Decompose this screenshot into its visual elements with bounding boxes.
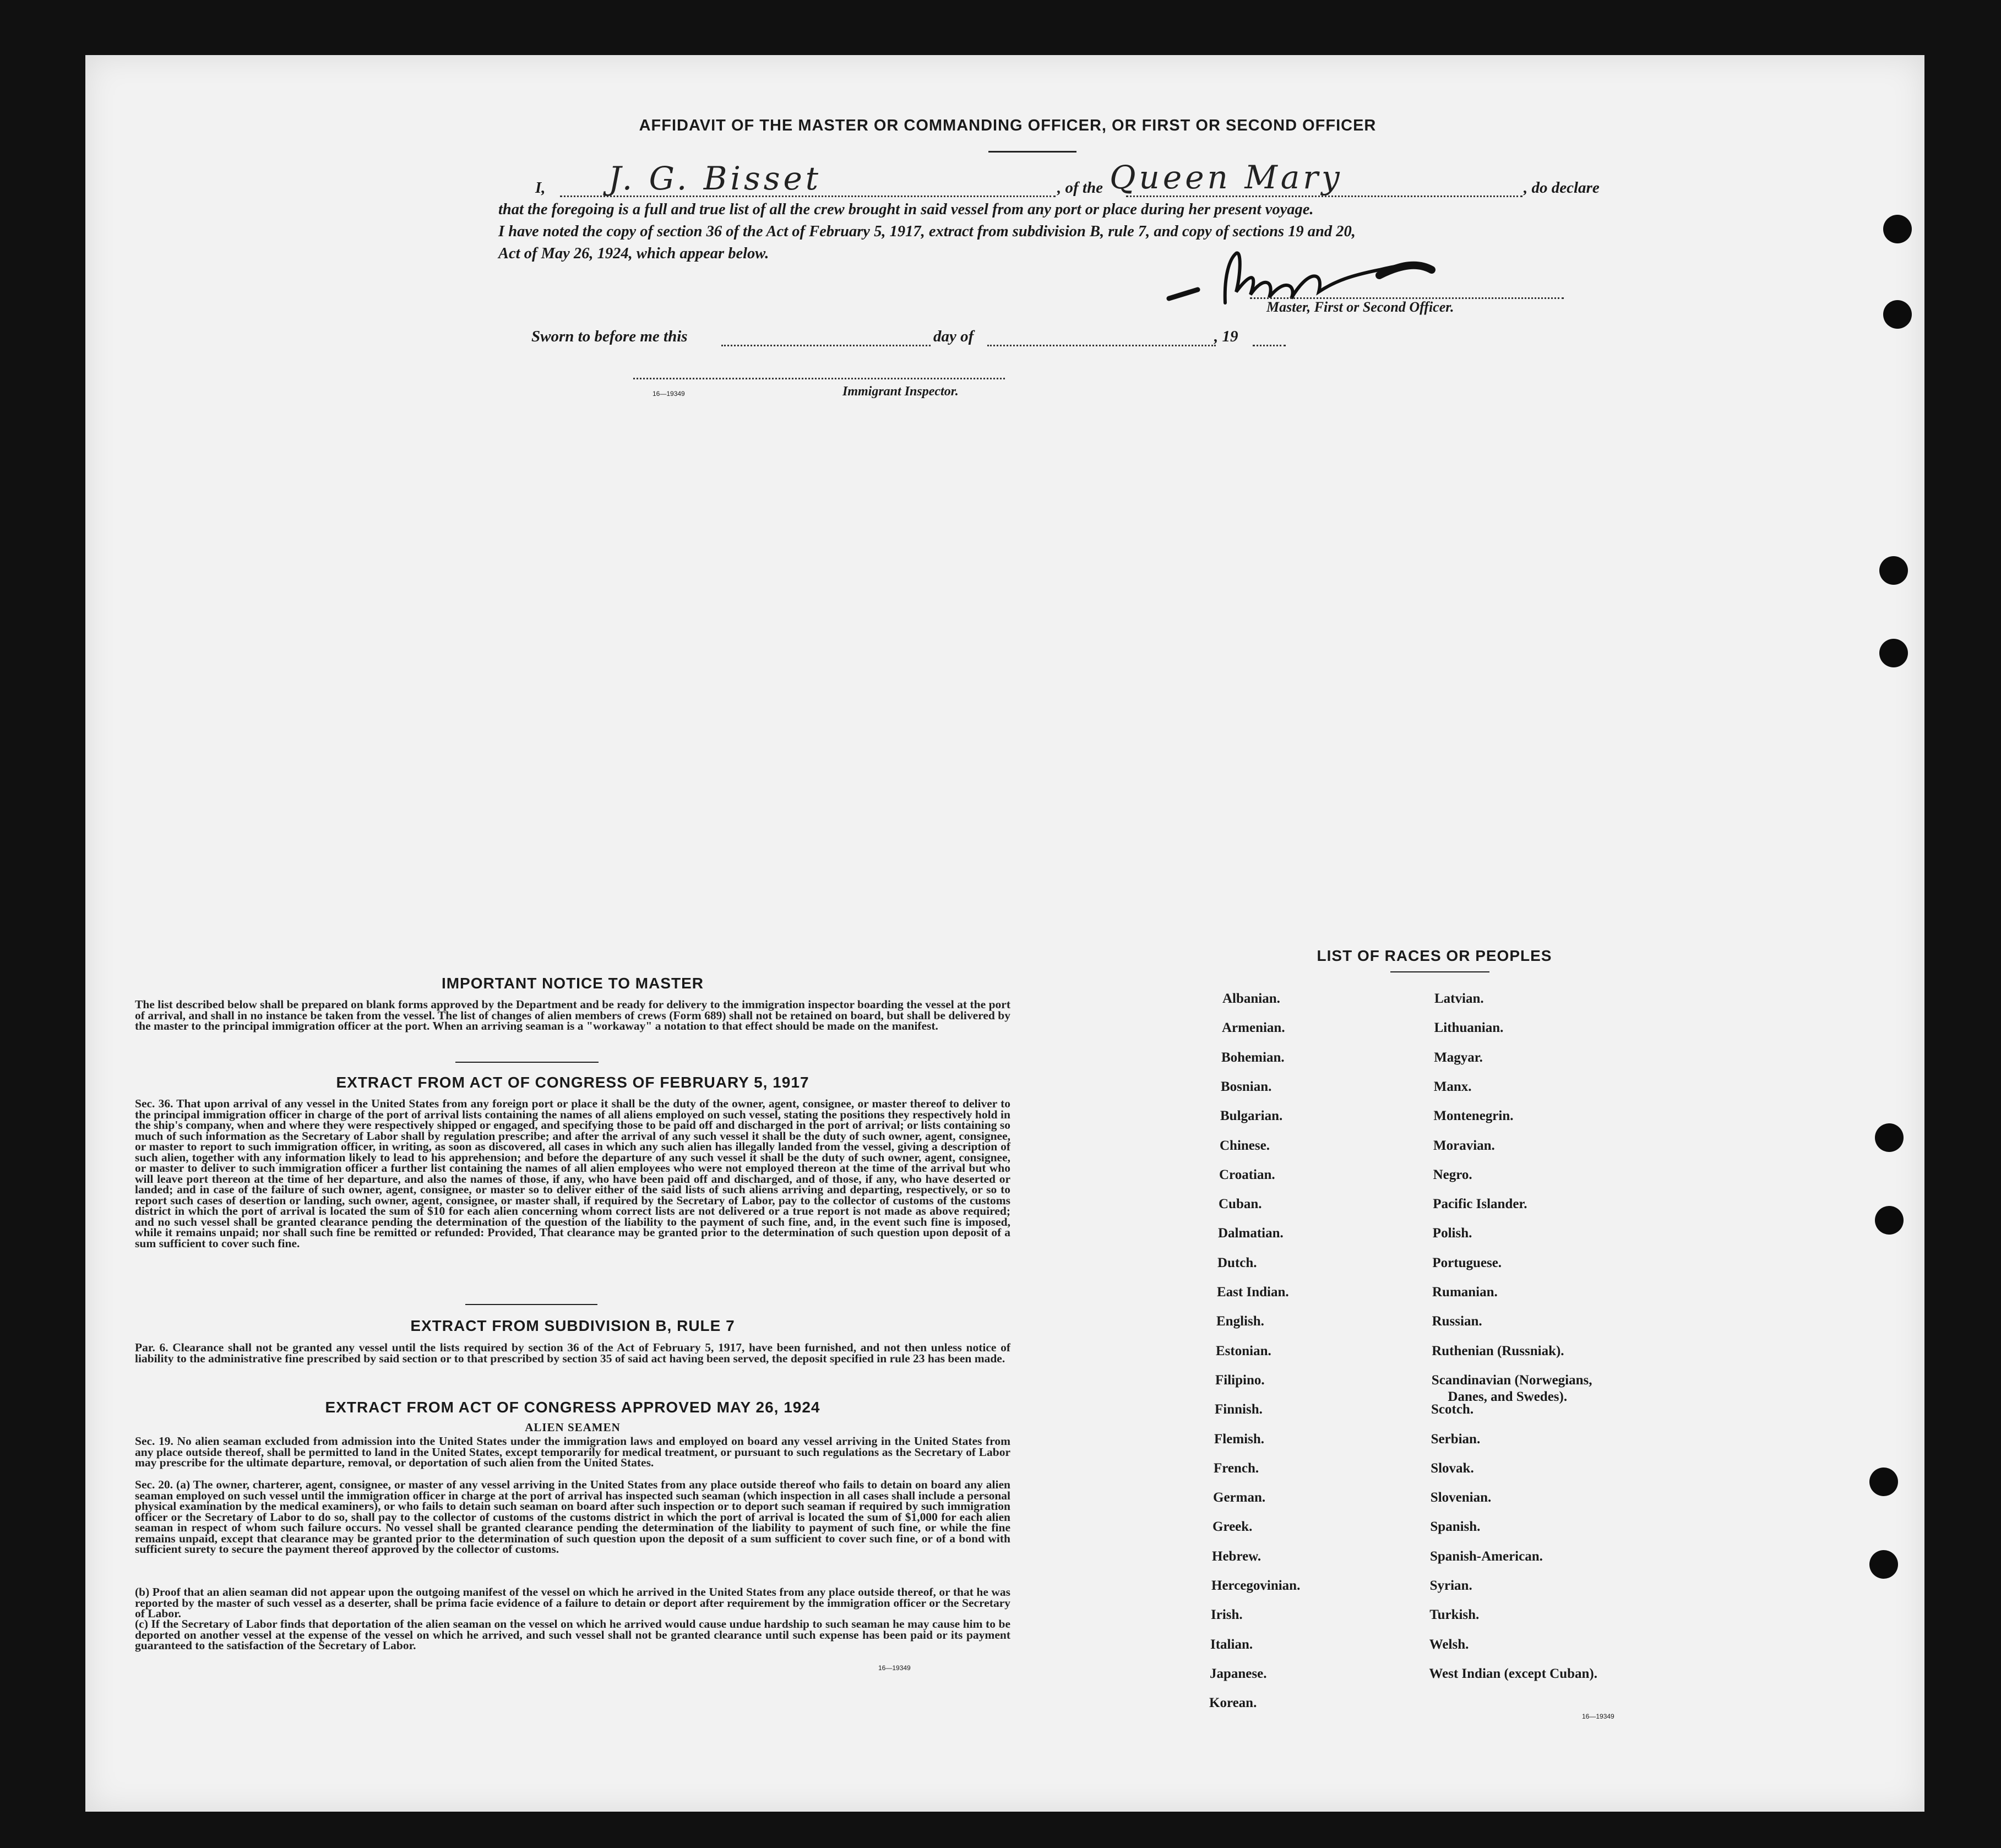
affidavit-line-3: I have noted the copy of section 36 of the Act of February 5, 1917, extract from subdivision B, rule 7, and copy of sections 19 and 20, bbox=[498, 223, 1356, 240]
race-item: French. bbox=[1214, 1460, 1259, 1476]
race-item: Scandinavian (Norwegians, bbox=[1431, 1372, 1592, 1388]
affidavit-line-4: Act of May 26, 1924, which appear below. bbox=[498, 245, 769, 262]
vessel-handwriting: Queen Mary bbox=[1110, 159, 1343, 196]
form-number-top: 16—19349 bbox=[652, 390, 685, 398]
sworn-label: Sworn to before me this bbox=[531, 328, 688, 345]
affidavit-line-2: that the foregoing is a full and true list of all the crew brought in said vessel from any port or place during her present voyage. bbox=[498, 201, 1314, 218]
race-item: Spanish-American. bbox=[1430, 1548, 1543, 1564]
inspector-dotted-line bbox=[633, 378, 1005, 379]
race-item: Korean. bbox=[1209, 1695, 1257, 1711]
extract-1917-title: EXTRACT FROM ACT OF CONGRESS OF FEBRUARY 5, 1917 bbox=[336, 1074, 809, 1091]
notice-text: The list described below shall be prepared on blank forms approved by the Department and be ready for delivery to the immigration inspector boarding the vessel at the port of arrival, and shall in no instance be taken from the vessel. The list of changes of alien members of crews (Form 689) shall not be retained on board, but shall be delivered by the master to the principal immigration officer at the port. When an arriving seaman is a "workaway" a notation to that effect should be made on the manifest. bbox=[135, 998, 1010, 1032]
punch-hole bbox=[1869, 1550, 1898, 1579]
race-item: Irish. bbox=[1211, 1607, 1243, 1623]
punch-hole bbox=[1883, 215, 1912, 243]
section-20c-text: (c) If the Secretary of Labor finds that deportation of the alien seaman on the vessel on which he arrived would cause undue hardship to such seaman he may cause him to be deported on another vessel at the expense of the vessel on which he arrived, and such vessel shall not be granted clearance until such expense has been paid or its payment guaranteed to the satisfaction of the Secretary of Labor. bbox=[135, 1617, 1010, 1652]
race-item: Magyar. bbox=[1434, 1050, 1483, 1065]
sworn-year-line bbox=[1253, 345, 1286, 346]
races-title: LIST OF RACES OR PEOPLES bbox=[1317, 947, 1552, 964]
race-item: Croatian. bbox=[1219, 1167, 1275, 1182]
notice-divider bbox=[455, 1062, 599, 1063]
race-item: Italian. bbox=[1210, 1637, 1253, 1652]
subdivision-b-text: Par. 6. Clearance shall not be granted any vessel until the lists required by section 36 of the Act of February 5, 1917, have been furnished, and not then unless notice of liability to the administrative fine prescribed by said section or to that prescribed by section 35 of said act having been served, the deposit specified in rule 23 has been made. bbox=[135, 1341, 1010, 1365]
section-20a-text: Sec. 20. (a) The owner, charterer, agent, consignee, or master of any vessel arriving in the United States from any place outside thereof who fails to detain on board any alien seaman employed on such vessel until the immigration officer in charge at the port of arrival has inspected such seaman (which inspection in all cases shall include a personal physical examination by the medical examiners), or who fails to detain such seaman on board after such inspection or to deport such seaman if required by such immigration officer or the Secretary of Labor to do so, shall pay to the collector of customs of the customs district in which the port of arrival is located the sum of $1,000 for each alien seaman in respect of whom such failure occurs. No vessel shall be granted clearance pending the determination of the liability to payment of such fine, or while the fine remains unpaid, except that clearance may be granted prior to the determination of such question upon the deposit of a sum sufficient to cover such fine, or of a bond with sufficient surety to secure the payment thereof approved by the collector of customs. bbox=[135, 1478, 1010, 1556]
race-item: Japanese. bbox=[1210, 1666, 1267, 1681]
punch-hole bbox=[1869, 1467, 1898, 1496]
race-item: West Indian (except Cuban). bbox=[1429, 1666, 1597, 1681]
race-item: Welsh. bbox=[1429, 1637, 1469, 1652]
name-handwriting: J. G. Bisset bbox=[608, 160, 822, 197]
race-item: Scotch. bbox=[1431, 1402, 1474, 1417]
race-item: Estonian. bbox=[1216, 1343, 1271, 1358]
extract-1924-subtitle: ALIEN SEAMEN bbox=[525, 1421, 621, 1434]
race-item: Turkish. bbox=[1429, 1607, 1480, 1623]
subdivision-b-title: EXTRACT FROM SUBDIVISION B, RULE 7 bbox=[410, 1317, 735, 1334]
punch-hole bbox=[1879, 639, 1908, 667]
day-of-label: day of bbox=[933, 328, 974, 345]
race-item: Ruthenian (Russniak). bbox=[1432, 1343, 1564, 1358]
affidavit-of-the: , of the bbox=[1057, 179, 1103, 197]
race-item: Pacific Islander. bbox=[1433, 1197, 1527, 1212]
races-title-underline bbox=[1390, 971, 1489, 972]
race-item: Moravian. bbox=[1433, 1138, 1495, 1153]
race-item: Latvian. bbox=[1434, 991, 1484, 1006]
form-number-left: 16—19349 bbox=[878, 1664, 911, 1672]
race-item: Spanish. bbox=[1430, 1519, 1481, 1535]
notice-title: IMPORTANT NOTICE TO MASTER bbox=[441, 975, 704, 992]
extract-1917-text: Sec. 36. That upon arrival of any vessel in the United States from any foreign port or place it shall be the duty of the owner, agent, consignee, or master thereof to deliver to the principal immigration officer in charge of the port of arrival lists containing the names of all aliens employed on such vessel, stating the positions they respectively hold in the ship's company, when and where they were respectively shipped or engaged, and specifying those to be paid off and discharged in the port of arrival; or lists containing so much of such information as the Secretary of Labor shall by regulation prescribe; and after the arrival of any such vessel it shall be the duty of such owner, agent, consignee, or master to report to such immigration officer, in writing, as soon as discovered, all cases in which any such alien has illegally landed from the vessel, giving a description of such alien, together with any information likely to lead to his apprehension; and before the departure of any such vessel it shall be the duty of such owner, agent, consignee, or master to deliver to such immigration officer a further list containing the names of all alien employees who were not employed thereon at the time of the arrival but who will leave port thereon at the time of her departure, and also the names of those, if any, who have been paid off and discharged, and of those, if any, who have deserted or landed; and in case of the failure of such owner, agent, consignee, or master so to deliver either of the said lists of such aliens arriving and departing, respectively, or so to report such cases of desertion or landing, such owner, agent, consignee, or master shall, if required by the Secretary of Labor, pay to the collector of customs of the customs district in which the port of arrival is located the sum of $10 for each alien concerning whom correct lists are not delivered or a true report is not made as above required; and no such vessel shall be granted clearance pending the determination of the question of the liability to the payment of such fine, and, in the event such fine is imposed, while it remains unpaid; nor shall such fine be remitted or refunded: Provided, That clearance may be granted prior to the determination of such question upon deposit of a sum sufficient to cover such fine. bbox=[135, 1097, 1010, 1250]
race-item: Armenian. bbox=[1222, 1020, 1285, 1036]
race-item: Slovak. bbox=[1431, 1460, 1474, 1476]
race-item: Cuban. bbox=[1219, 1197, 1262, 1212]
race-item: Hebrew. bbox=[1212, 1548, 1262, 1564]
extract-1924-title: EXTRACT FROM ACT OF CONGRESS APPROVED MAY 26, 1924 bbox=[325, 1399, 820, 1416]
signature-caption: Master, First or Second Officer. bbox=[1266, 299, 1454, 315]
section-20b-text: (b) Proof that an alien seaman did not appear upon the outgoing manifest of the vessel on which he arrived in the United States from any place outside thereof, or that he was reported by the master of such vessel as a deserter, shall be prima facie evidence of a failure to detain or deport after requirement by the immigration officer or the Secretary of Labor. bbox=[135, 1585, 1010, 1620]
race-item: Rumanian. bbox=[1432, 1285, 1498, 1300]
race-item: English. bbox=[1216, 1314, 1264, 1329]
title-underline bbox=[988, 151, 1076, 153]
inspector-caption: Immigrant Inspector. bbox=[842, 384, 959, 399]
race-item: Lithuanian. bbox=[1434, 1020, 1504, 1036]
race-item: Albanian. bbox=[1222, 991, 1280, 1006]
race-item: Bulgarian. bbox=[1220, 1108, 1283, 1124]
race-item: Slovenian. bbox=[1430, 1490, 1492, 1505]
year-prefix: , 19 bbox=[1214, 328, 1238, 345]
race-item: Syrian. bbox=[1429, 1578, 1472, 1593]
extract-1917-divider bbox=[465, 1304, 597, 1305]
race-item: Manx. bbox=[1433, 1079, 1472, 1094]
race-item: Finnish. bbox=[1215, 1402, 1263, 1417]
race-item: Flemish. bbox=[1214, 1431, 1264, 1447]
race-item: Dalmatian. bbox=[1218, 1226, 1284, 1241]
affidavit-pre-name: I, bbox=[535, 179, 546, 197]
race-item: German. bbox=[1213, 1490, 1266, 1505]
race-item: Hercegovinian. bbox=[1211, 1578, 1301, 1593]
race-item: Serbian. bbox=[1431, 1431, 1481, 1447]
affidavit-title: AFFIDAVIT OF THE MASTER OR COMMANDING OFFICER, OR FIRST OR SECOND OFFICER bbox=[639, 117, 1377, 134]
race-item: Montenegrin. bbox=[1433, 1108, 1514, 1124]
sworn-month-line bbox=[987, 345, 1216, 346]
punch-hole bbox=[1879, 556, 1908, 585]
form-number-right: 16—19349 bbox=[1582, 1713, 1614, 1720]
race-item: Polish. bbox=[1432, 1226, 1472, 1241]
race-item: Greek. bbox=[1212, 1519, 1253, 1535]
affidavit-do-declare: , do declare bbox=[1524, 179, 1600, 197]
race-item: East Indian. bbox=[1217, 1285, 1289, 1300]
race-item: Portuguese. bbox=[1432, 1255, 1502, 1270]
document-page bbox=[85, 55, 1924, 1812]
race-item: Russian. bbox=[1432, 1314, 1482, 1329]
punch-hole bbox=[1875, 1123, 1904, 1152]
race-item: Filipino. bbox=[1215, 1372, 1265, 1388]
race-item: Dutch. bbox=[1217, 1255, 1257, 1270]
punch-hole bbox=[1883, 300, 1912, 329]
punch-hole bbox=[1875, 1206, 1904, 1235]
race-item: Chinese. bbox=[1220, 1138, 1270, 1153]
race-item: Bohemian. bbox=[1221, 1050, 1285, 1065]
race-item: Danes, and Swedes). bbox=[1448, 1389, 1568, 1404]
sworn-day-line bbox=[721, 345, 931, 346]
race-item: Bosnian. bbox=[1221, 1079, 1272, 1094]
race-item: Negro. bbox=[1433, 1167, 1472, 1182]
section-19-text: Sec. 19. No alien seaman excluded from admission into the United States under the immigration laws and employed on board any vessel arriving in the United States from any place outside thereof, shall be permitted to land in the United States, except temporarily for medical treatment, or pursuant to such regulations as the Secretary of Labor may prescribe for the ultimate departure, removal, or deportation of such alien from the United States. bbox=[135, 1434, 1010, 1469]
